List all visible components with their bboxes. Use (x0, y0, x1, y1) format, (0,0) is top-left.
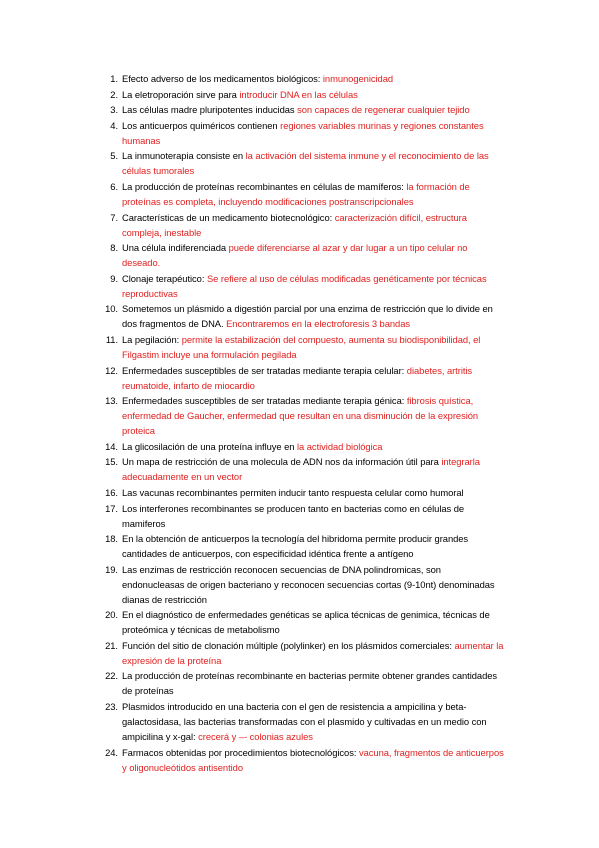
item-number: 8. (110, 242, 118, 254)
question-text: La pegilación: (122, 333, 182, 345)
answer-text: Encontraremos en la electroforesis 3 bandas (226, 318, 410, 330)
item-number: 2. (110, 88, 118, 100)
answer-text: son capaces de regenerar cualquier tejido (297, 104, 470, 116)
question-list (104, 71, 504, 775)
item-number: 15. (105, 456, 118, 468)
list-item (104, 501, 504, 531)
item-number: 1. (110, 73, 118, 84)
answer-text: regiones variables murinas y regiones constantes humanas (122, 119, 484, 146)
answer-text: caracterización difícil, estructura compleja, inestable (122, 211, 467, 238)
list-item (104, 454, 504, 484)
item-number: 18. (105, 533, 118, 545)
item-number: 11. (105, 333, 118, 345)
answer-text: integrarla adecuadamente en un vector (122, 456, 480, 483)
list-item (104, 607, 504, 637)
item-number: 4. (110, 119, 118, 131)
question-text: La eletroporación sirve para (122, 88, 240, 100)
question-text: Características de un medicamento biotecnológico: (122, 211, 335, 223)
answer-text: la formación de proteínas es completa, incluyendo modificaciones postranscripcionales (122, 180, 470, 207)
list-item (104, 118, 504, 148)
question-text: Una célula indiferenciada (122, 242, 229, 254)
question-text: Efecto adverso de los medicamentos biológicos: (122, 73, 323, 84)
item-number: 23. (105, 701, 118, 713)
list-item (104, 301, 504, 331)
list-item (104, 210, 504, 240)
question-text: Función del sitio de clonación múltiple (polylinker) en los plásmidos comerciales: (122, 639, 455, 651)
item-number: 16. (105, 486, 118, 498)
item-number: 19. (105, 563, 118, 575)
question-text: Un mapa de restricción de una molecula de ADN nos da información útil para (122, 456, 442, 468)
item-number: 24. (105, 746, 118, 758)
question-text: Las enzimas de restricción reconocen secuencias de DNA polindromicas, son endonucleasas de origen bacteriano y reconocen secuencias cortas (9-10nt) denominadas dianas de restricción (122, 563, 495, 605)
question-text: Los interferones recombinantes se producen tanto en bacterias como en células de mamiferos (122, 502, 465, 529)
list-item (104, 332, 504, 362)
list-item (104, 393, 504, 438)
item-number: 17. (105, 502, 118, 514)
answer-text: fibrosis quística, enfermedad de Gaucher, enfermedad que resultan en una disminución de la expresión proteica (122, 395, 479, 437)
item-number: 5. (110, 150, 118, 162)
list-item (104, 745, 504, 775)
question-text: Farmacos obtenidas por procedimientos biotecnológicos: (122, 746, 359, 758)
item-number: 20. (105, 609, 118, 621)
item-number: 22. (105, 670, 118, 682)
question-text: En la obtención de anticuerpos la tecnología del hibridoma permite producir grandes cantidades de anticuerpos, con especificidad idéntica frente a antígeno (122, 533, 469, 560)
answer-text: inmunogenicidad (322, 73, 394, 84)
list-item (104, 240, 504, 270)
answer-text: la actividad biológica (297, 440, 383, 452)
list-item (104, 699, 504, 744)
question-text: La glicosilación de una proteína influye en (122, 440, 298, 452)
answer-text: vacuna, fragmentos de anticuerpos y oligonucleótidos antisentido (122, 746, 504, 773)
question-text: Enfermedades susceptibles de ser tratadas mediante terapia génica: (122, 395, 407, 407)
question-text: La producción de proteínas recombinantes en células de mamíferos: (122, 180, 407, 192)
item-number: 21. (105, 639, 118, 651)
list-item (104, 363, 504, 393)
item-number: 3. (110, 104, 118, 116)
question-text: Enfermedades susceptibles de ser tratadas mediante terapia celular: (122, 364, 407, 376)
item-number: 7. (110, 211, 118, 223)
list-item (104, 668, 504, 698)
question-text: Los anticuerpos quiméricos contienen (122, 119, 281, 131)
question-text: En el diagnóstico de enfermedades genéticas se aplica técnicas de genimica, técnicas de proteómica y técnicas de metabolismo (122, 609, 490, 636)
question-text: Plasmidos introducido en una bacteria con el gen de resistencia a ampicilina y beta-galactosidasa, las bacterias transformadas con el plasmido y cultivadas en un medio con ampicilina y x-gal: (122, 701, 487, 743)
list-item (104, 148, 504, 178)
list-item (104, 562, 504, 607)
list-item (104, 439, 504, 454)
item-number: 6. (110, 180, 118, 192)
item-number: 14. (105, 440, 118, 452)
answer-text: permite la estabilización del compuesto, aumenta su biodisponibilidad, el Filgastim incluye una formulación pegilada (122, 333, 481, 360)
item-number: 13. (105, 395, 118, 407)
item-number: 9. (110, 272, 118, 284)
question-text: Sometemos un plásmido a digestión parcial por una enzima de restricción que lo divide en dos fragmentos de DNA. (122, 303, 493, 330)
answer-text: crecerá y –- colonias azules (198, 731, 313, 743)
question-text: Las vacunas recombinantes permiten inducir tanto respuesta celular como humoral (122, 486, 464, 498)
list-item (104, 638, 504, 668)
list-item (104, 87, 504, 102)
list-item (104, 531, 504, 561)
list-item (104, 485, 504, 500)
answer-text: aumentar la expresión de la proteína (122, 639, 504, 666)
answer-text: introducir DNA en las células (239, 88, 358, 100)
answer-text: la activación del sistema inmune y el reconocimiento de las células tumorales (122, 150, 489, 177)
answer-text: puede diferenciarse al azar y dar lugar a un tipo celular no deseado. (122, 242, 468, 269)
list-item (104, 271, 504, 301)
item-number: 12. (105, 364, 118, 376)
answer-text: Se refiere al uso de células modificadas genéticamente por técnicas reproductivas (122, 272, 487, 299)
answer-text: diabetes, artritis reumatoide, infarto de miocardio (122, 364, 473, 391)
list-item (104, 102, 504, 117)
list-item (104, 71, 504, 86)
question-text: La producción de proteínas recombinante en bacterias permite obtener grandes cantidades de proteínas (122, 670, 498, 697)
item-number: 10. (105, 303, 118, 315)
list-item (104, 179, 504, 209)
question-text: Las células madre pluripotentes inducidas (122, 104, 298, 116)
question-text: La inmunoterapia consiste en (122, 150, 246, 162)
question-text: Clonaje terapéutico: (122, 272, 207, 284)
